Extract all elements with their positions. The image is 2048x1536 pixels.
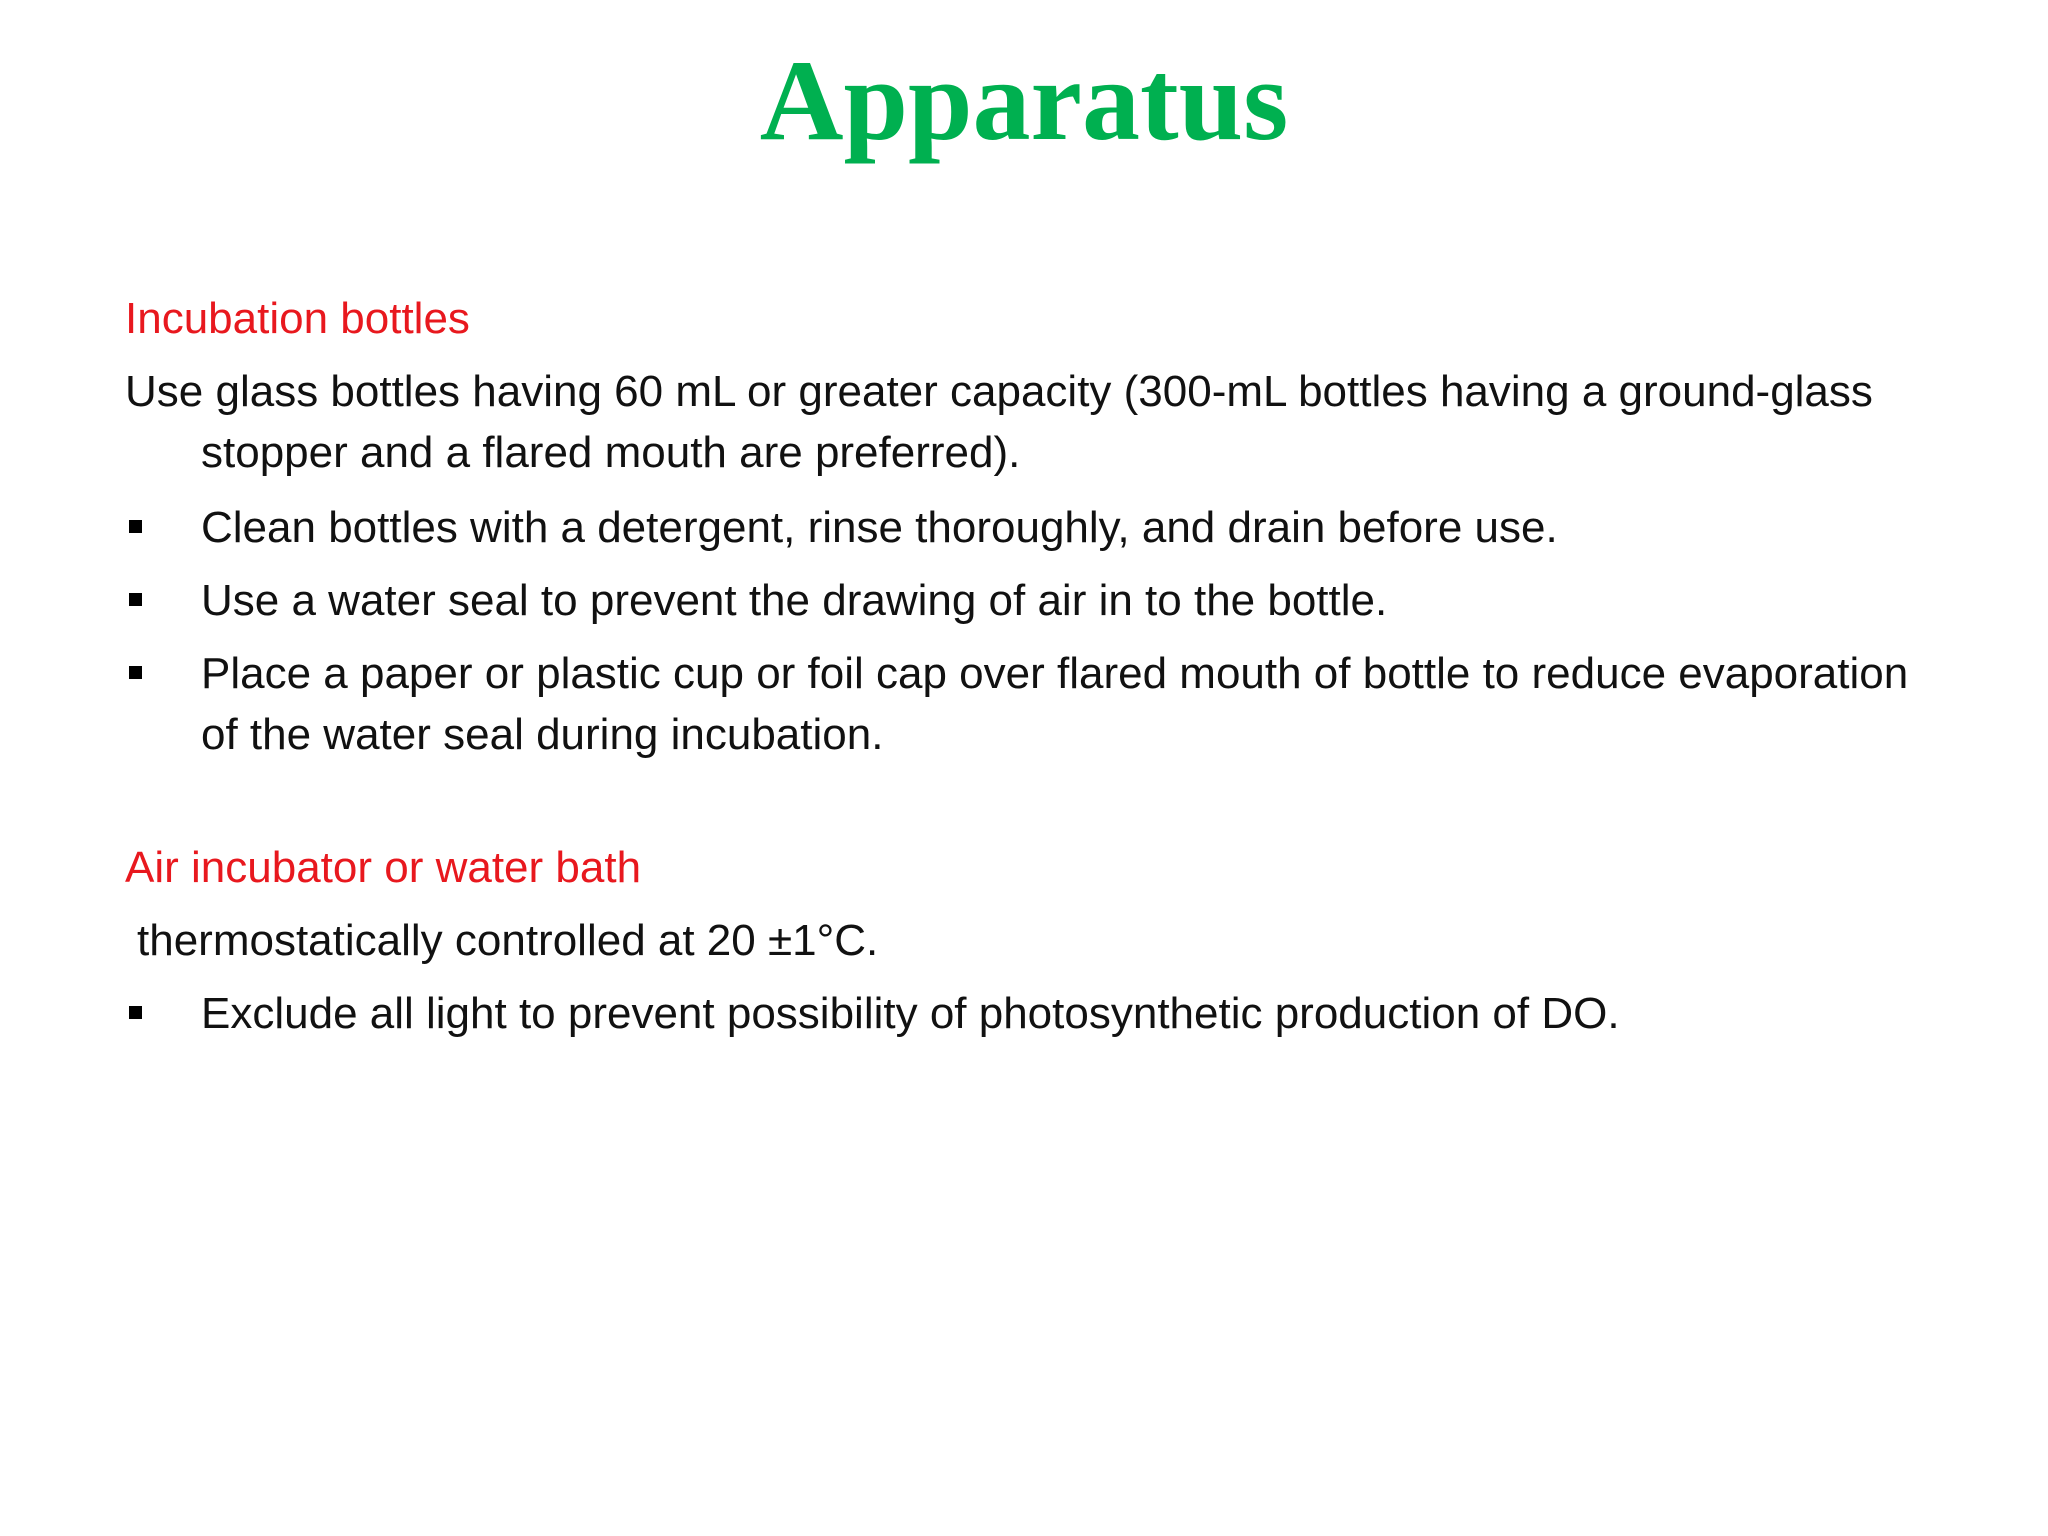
bullet-item xyxy=(125,570,1925,631)
bullet-list xyxy=(125,983,1925,1044)
square-bullet-icon xyxy=(129,520,142,533)
section-air-incubator xyxy=(125,837,1925,1044)
bullet-text: Exclude all light to prevent possibility of photosynthetic production of DO. xyxy=(201,989,1620,1038)
bullet-text: Use a water seal to prevent the drawing of air in to the bottle. xyxy=(201,576,1388,625)
section-intro: thermostatically controlled at 20 ±1°C. xyxy=(137,916,879,965)
bullet-item xyxy=(125,983,1925,1044)
bullet-text: Place a paper or plastic cup or foil cap over flared mouth of bottle to reduce evaporation of the water seal during incubation. xyxy=(201,649,1909,759)
section-intro: Use glass bottles having 60 mL or greater capacity (300-mL bottles having a ground-glass stopper and a flared mouth are preferred). xyxy=(125,367,1873,477)
slide-title: Apparatus xyxy=(759,37,1289,165)
bullet-text: Clean bottles with a detergent, rinse thoroughly, and drain before use. xyxy=(201,503,1558,552)
square-bullet-icon xyxy=(129,666,142,679)
section-heading: Incubation bottles xyxy=(125,294,470,343)
section-heading: Air incubator or water bath xyxy=(125,843,642,892)
section-spacer xyxy=(125,777,1925,837)
slide-content xyxy=(125,288,1925,1056)
bullet-item xyxy=(125,643,1925,765)
square-bullet-icon xyxy=(129,1006,142,1019)
section-incubation-bottles xyxy=(125,288,1925,765)
square-bullet-icon xyxy=(129,593,142,606)
bullet-item xyxy=(125,497,1925,558)
bullet-list xyxy=(125,497,1925,765)
